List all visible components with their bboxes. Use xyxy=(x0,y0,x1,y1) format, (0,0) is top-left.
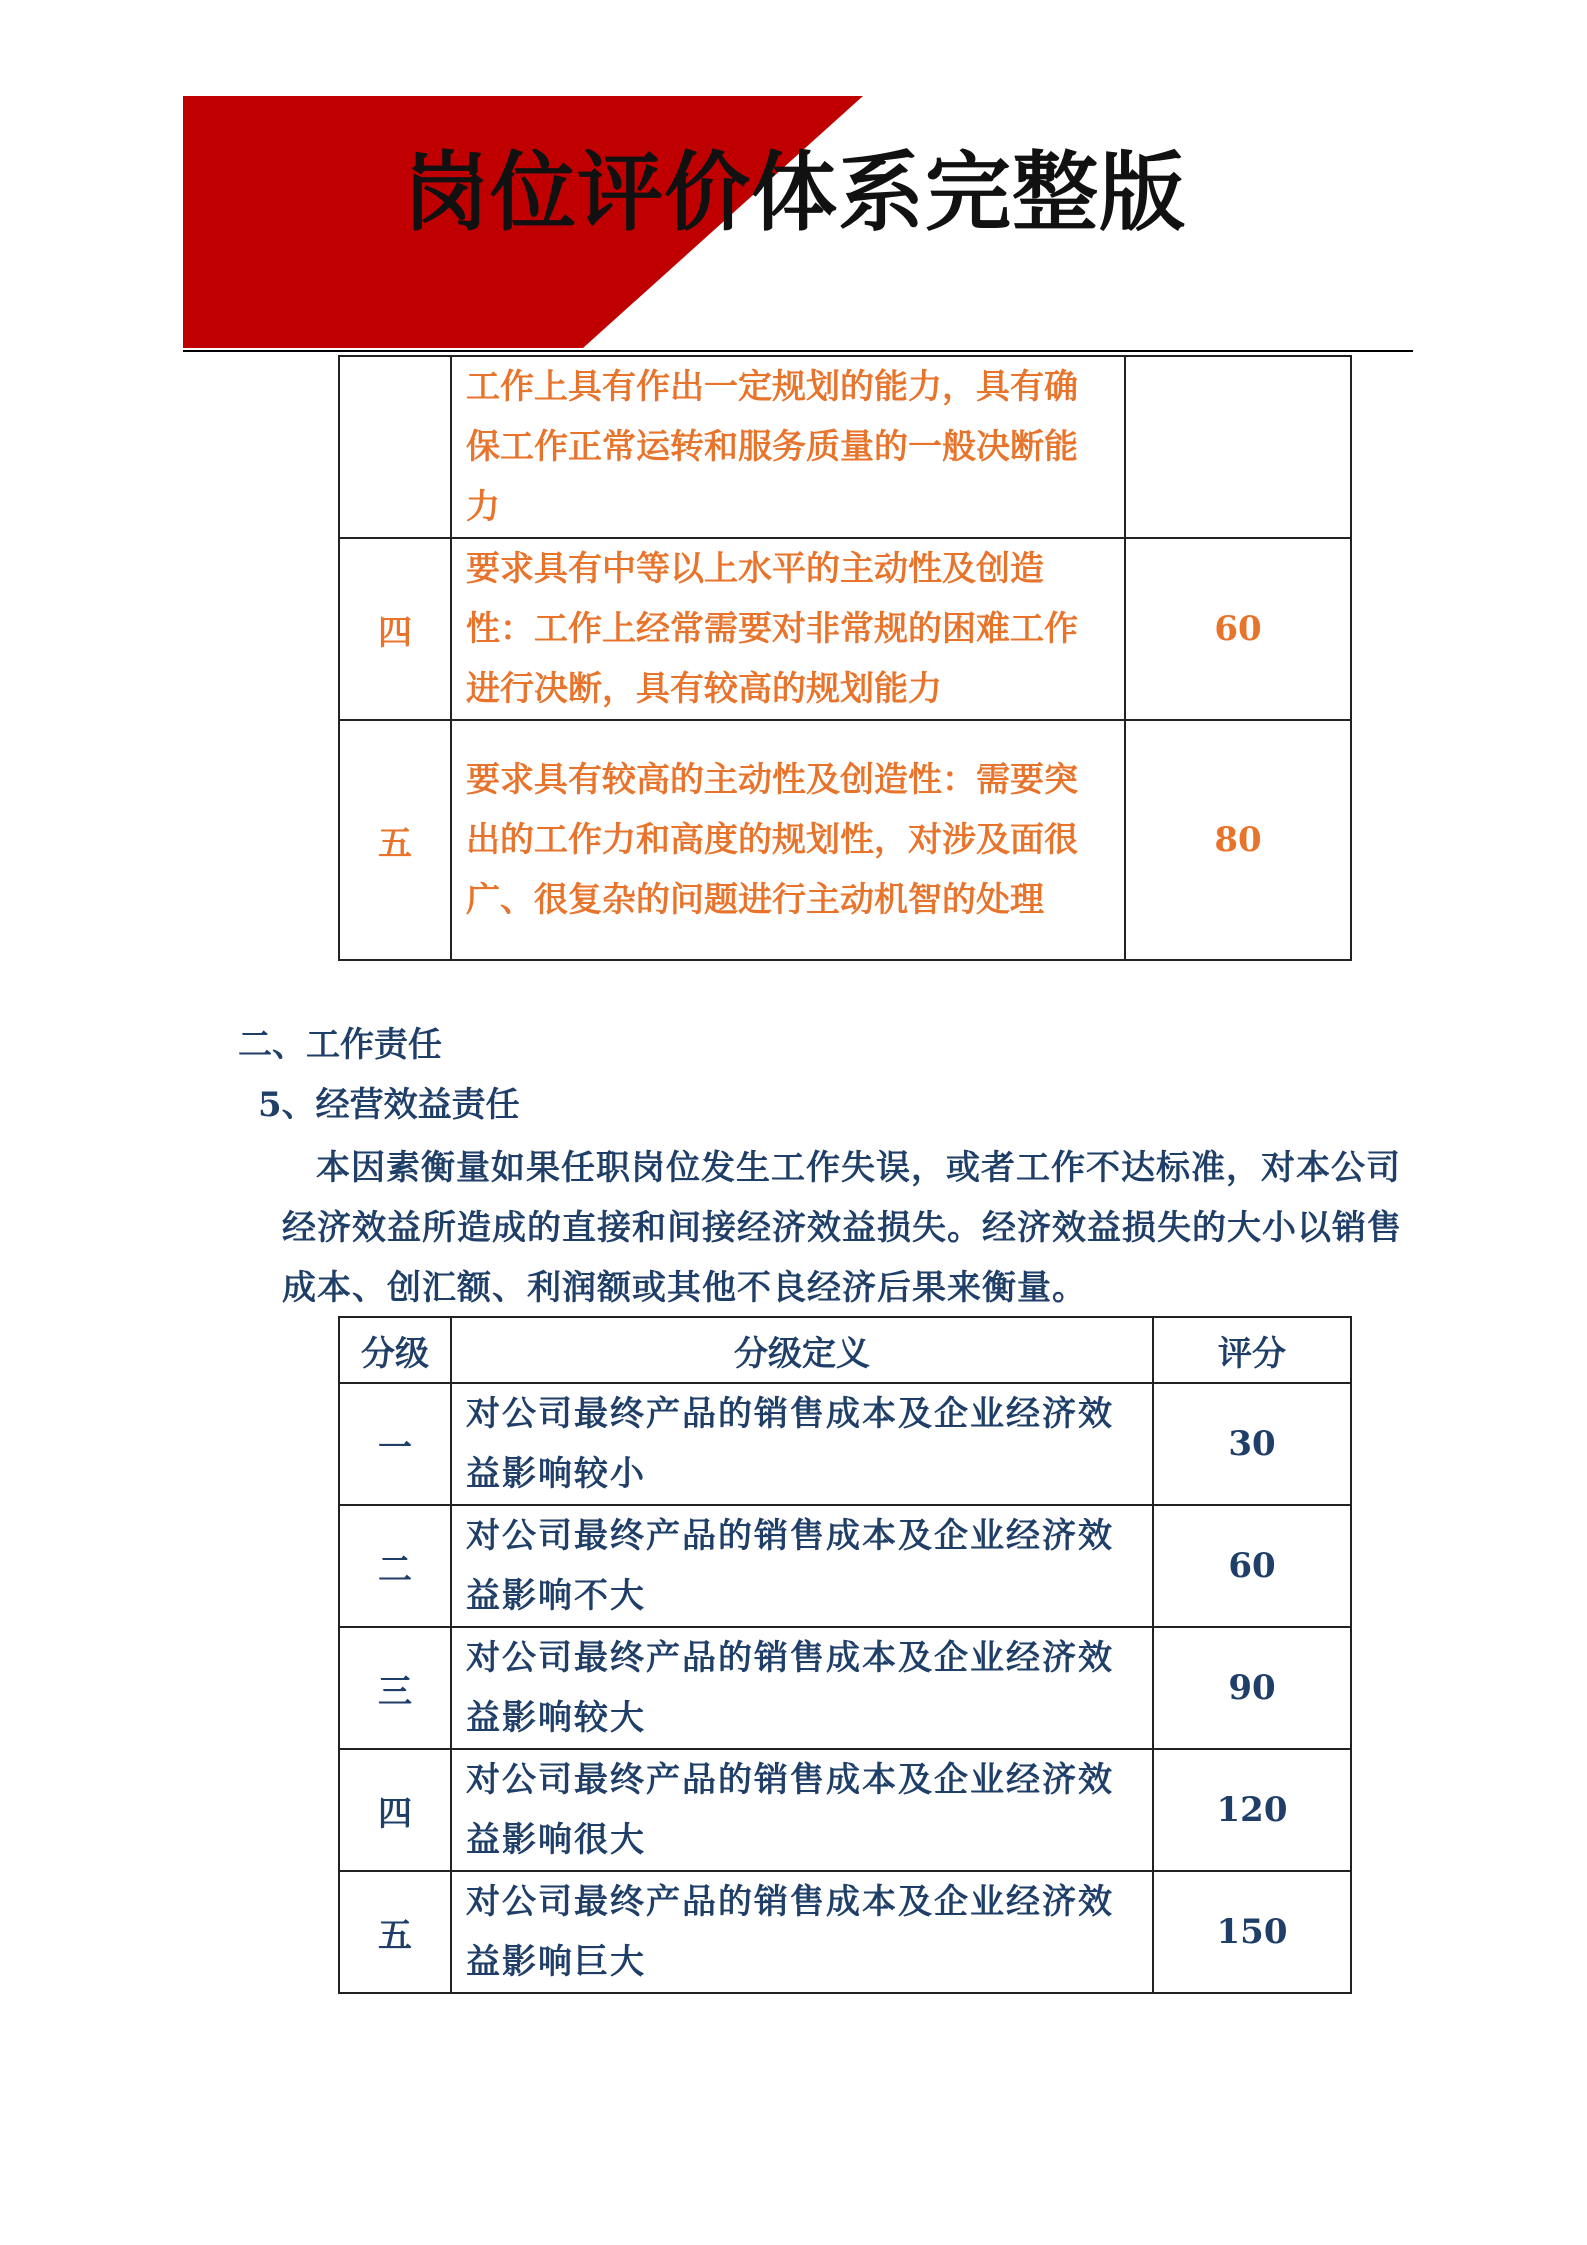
table-row xyxy=(339,720,1351,960)
header-divider xyxy=(183,350,1413,352)
score-cell: 80 xyxy=(1125,720,1351,960)
score-cell: 60 xyxy=(1125,538,1351,720)
grade-cell: 四 xyxy=(339,1749,451,1871)
definition-cell: 要求具有中等以上水平的主动性及创造性：工作上经常需要对非常规的困难工作进行决断，具有较高的规划能力 xyxy=(451,538,1125,720)
score-cell: 30 xyxy=(1153,1383,1351,1505)
header-definition: 分级定义 xyxy=(451,1317,1153,1383)
table-row xyxy=(339,1871,1351,1993)
definition-cell: 对公司最终产品的销售成本及企业经济效益影响较大 xyxy=(451,1627,1153,1749)
grade-cell: 三 xyxy=(339,1627,451,1749)
subsection-heading: 5、经营效益责任 xyxy=(258,1085,520,1125)
grading-table-continued xyxy=(338,355,1352,961)
section-heading: 二、工作责任 xyxy=(238,1025,442,1065)
definition-cell: 对公司最终产品的销售成本及企业经济效益影响很大 xyxy=(451,1749,1153,1871)
definition-cell: 对公司最终产品的销售成本及企业经济效益影响巨大 xyxy=(451,1871,1153,1993)
table-header-row xyxy=(339,1317,1351,1383)
score-cell xyxy=(1125,356,1351,538)
grade-cell: 一 xyxy=(339,1383,451,1505)
score-cell: 90 xyxy=(1153,1627,1351,1749)
table-row xyxy=(339,356,1351,538)
score-cell: 60 xyxy=(1153,1505,1351,1627)
grade-cell: 四 xyxy=(339,538,451,720)
table-row xyxy=(339,1749,1351,1871)
grade-cell: 五 xyxy=(339,1871,451,1993)
grade-cell: 二 xyxy=(339,1505,451,1627)
definition-cell: 对公司最终产品的销售成本及企业经济效益影响较小 xyxy=(451,1383,1153,1505)
grade-cell xyxy=(339,356,451,538)
score-cell: 150 xyxy=(1153,1871,1351,1993)
grading-table xyxy=(338,1316,1352,1994)
document-title: 岗位评价体系完整版 xyxy=(403,143,1186,243)
grade-cell: 五 xyxy=(339,720,451,960)
table-row xyxy=(339,1383,1351,1505)
header-grade: 分级 xyxy=(339,1317,451,1383)
definition-cell: 要求具有较高的主动性及创造性：需要突出的工作力和高度的规划性，对涉及面很广、很复杂的问题进行主动机智的处理 xyxy=(451,720,1125,960)
header-score: 评分 xyxy=(1153,1317,1351,1383)
definition-cell: 对公司最终产品的销售成本及企业经济效益影响不大 xyxy=(451,1505,1153,1627)
section-paragraph: 本因素衡量如果任职岗位发生工作失误，或者工作不达标准，对本公司经济效益所造成的直接和间接经济效益损失。经济效益损失的大小以销售成本、创汇额、利润额或其他不良经济后果来衡量。 xyxy=(282,1148,1402,1308)
table-row xyxy=(339,538,1351,720)
score-cell: 120 xyxy=(1153,1749,1351,1871)
definition-cell: 工作上具有作出一定规划的能力，具有确保工作正常运转和服务质量的一般决断能力 xyxy=(451,356,1125,538)
table-row xyxy=(339,1627,1351,1749)
table-row xyxy=(339,1505,1351,1627)
